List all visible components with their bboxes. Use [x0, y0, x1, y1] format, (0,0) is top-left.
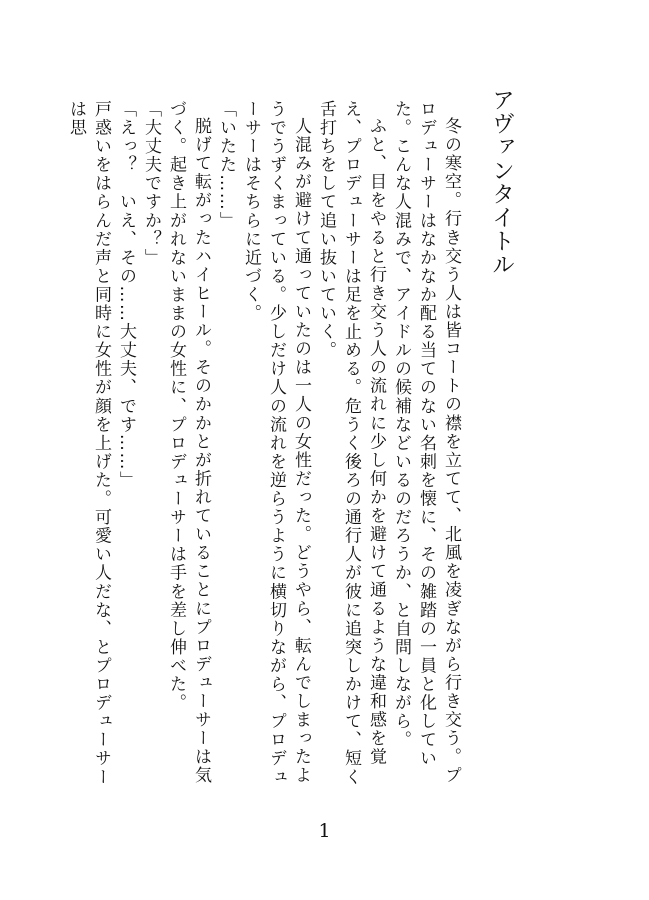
- dialogue-line: 「いたた……」: [216, 100, 236, 230]
- paragraph: 人混みが避けて通っていたのは一人の女性だった。どうやら、転んでしまったようでうずくまっている。少しだけ人の流れを逆らうように横切りながら、プロデューサーはそちらに近づく。: [241, 100, 311, 787]
- paragraph: 戸惑いをはらんだ声と同時に女性が顔を上げた。可愛い人だな、とプロデューサーは思: [66, 100, 111, 787]
- paragraph: 冬の寒空。行き交う人は皆コートの襟を立てて、北風を凌ぎながら行き交う。プロデューサーはなかなか配る当てのない名刺を懐に、その雑踏の一員と化していた。こんな人混みで、アイドルの候補などいるのだろうか、と自問しながら。: [391, 100, 461, 785]
- paragraph: ふと、目をやると行き交う人の流れに少し何かを避けて通るような違和感を覚え、プロデューサーは足を止める。危うく後ろの通行人が彼に追突しかけて、短く舌打ちをして追い抜いていく。: [316, 100, 386, 787]
- dialogue-line: 「えっ？ いえ、その……大丈夫、です……」: [116, 100, 136, 490]
- page-number: 1: [318, 820, 331, 842]
- chapter-title: アヴァンタイトル: [488, 88, 514, 276]
- dialogue-line: 「大丈夫ですか？」: [141, 100, 161, 267]
- body-text: [63, 100, 463, 800]
- paragraph: 脱げて転がったハイヒール。そのかかとが折れていることにプロデューサーは気づく。起き上がれないままの女性に、プロデューサーは手を差し伸べた。: [166, 100, 211, 785]
